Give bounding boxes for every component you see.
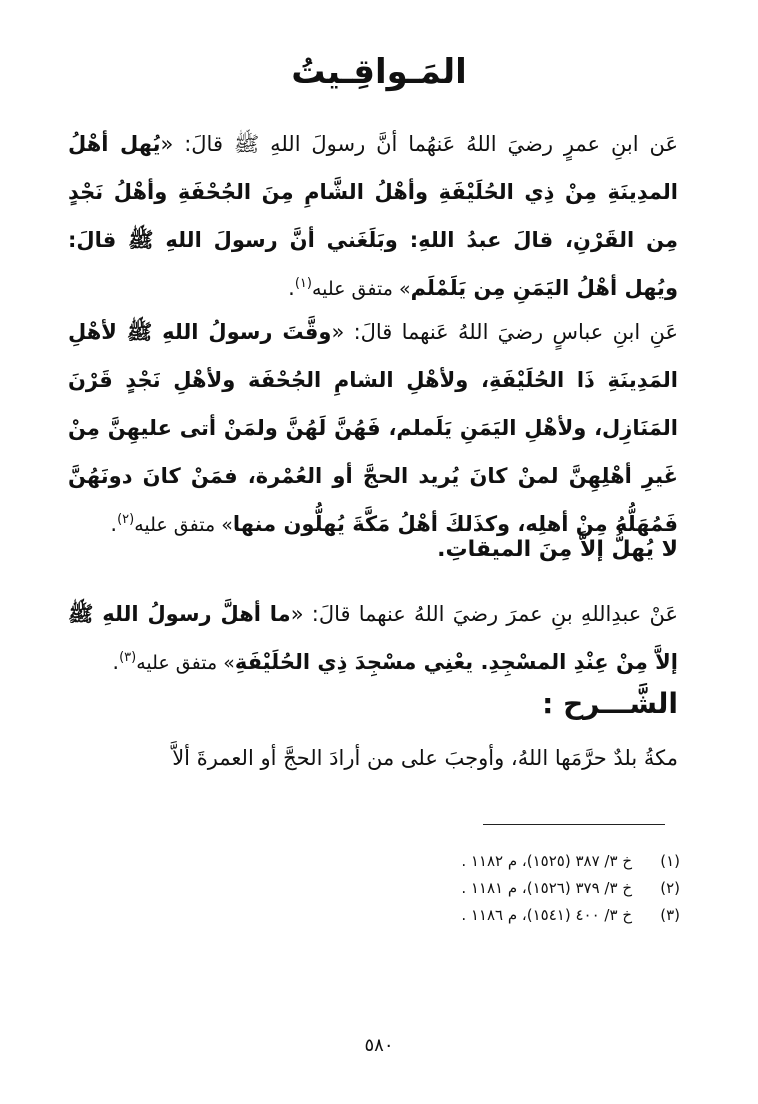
commentary-text: مكةُ بلدٌ حرَّمَها اللهُ، وأوجبَ على من أرادَ الحجَّ أو العمرةَ ألاَّ <box>172 746 678 770</box>
hadith-2-source: » متفق عليه <box>134 514 233 536</box>
hadith-1-text: يُهل أهْلُ المدِينَةِ مِنْ ذِي الحُلَيْفَةِ وأهْلُ الشَّامِ مِنَ الجُحْفَةِ وأهْلُ نَجْدٍ مِن القَرْنِ، قالَ عبدُ اللهِ: وبَلَغَني أنَّ رسولَ اللهِ ﷺ قالَ: ويُهل أهْلُ اليَمَنِ مِن يَلَمْلَم <box>68 132 678 300</box>
hadith-1-end: . <box>288 276 295 300</box>
footnote-ref-2[interactable]: (٢) <box>117 512 135 527</box>
hadith-3-text: ما أهلَّ رسولُ اللهِ ﷺ إلاَّ مِنْ عِنْدِ المسْجِدِ. يعْنِي مسْجِدَ ذِي الحُلَيْفَةِ <box>68 602 678 674</box>
hadith-paragraph-2 <box>68 308 678 549</box>
hadith-paragraph-3 <box>68 590 678 687</box>
hadith-paragraph-1 <box>68 120 678 313</box>
section-heading: لا يُهلُّ إلاَّ مِنَ الميقاتِ. <box>437 537 678 562</box>
footnote-item <box>220 902 680 929</box>
footnote-item <box>220 875 680 902</box>
hadith-3-end: . <box>112 650 120 674</box>
hadith-3-intro: عَنْ عبدِاللهِ بنِ عمرَ رضيَ اللهُ عنهما قالَ: « <box>290 602 679 626</box>
footnote-text: خ ٣/ ٤٠٠ (١٥٤١)، م ١١٨٦ . <box>461 906 632 924</box>
footnote-ref-3[interactable]: (٣) <box>119 650 137 665</box>
footnote-number: (٣) <box>660 906 680 924</box>
commentary-heading: الشَّـــرح : <box>542 687 678 720</box>
hadith-2-intro: عَنِ ابنِ عباسٍ رضيَ اللهُ عَنهما قالَ: « <box>331 320 679 344</box>
footnote-text: خ ٣/ ٣٨٧ (١٥٢٥)، م ١١٨٢ . <box>461 852 632 870</box>
hadith-2-text: وقَّتَ رسولُ اللهِ ﷺ لأهْلِ المَدِينَةِ ذَا الحُلَيْفَةِ، ولأهْلِ الشامِ الجُحْفَة ولأهْلِ نَجْدٍ قَرْنَ المَنَازِل، ولأهْلِ اليَمَنِ يَلَملم، فَهُنَّ لَهُنَّ ولمَنْ أتى عليهِنَّ مِنْ غَيرِ أهْلِهِنَّ لمنْ كانَ يُريد الحجَّ أو العُمْرة، فمَنْ كانَ دونَهُنَّ فَمُهَلُّهُ مِنْ أهلِه، وكذَلكَ أهْلُ مَكَّةَ يُهلُّون منها <box>68 320 678 536</box>
footnote-number: (١) <box>660 852 680 870</box>
hadith-3-source: » متفق عليه <box>136 652 235 674</box>
footnote-text: خ ٣/ ٣٧٩ (١٥٢٦)، م ١١٨١ . <box>461 879 632 897</box>
hadith-2-end: . <box>110 512 118 536</box>
page-title: المَـواقِـيتُ <box>291 52 467 92</box>
page-number: ٥٨٠ <box>364 1035 394 1056</box>
hadith-1-source: » متفق عليه <box>311 278 411 300</box>
footnote-item <box>220 848 680 875</box>
hadith-1-intro: عَن ابنِ عمرٍ رضيَ اللهُ عَنهُما أنَّ رسولَ اللهِ ﷺ قالَ: « <box>160 132 678 156</box>
footnote-number: (٢) <box>660 879 680 897</box>
footnote-divider <box>483 824 665 825</box>
footnote-ref-1[interactable]: (١) <box>294 276 312 291</box>
footnotes-list <box>220 848 680 929</box>
